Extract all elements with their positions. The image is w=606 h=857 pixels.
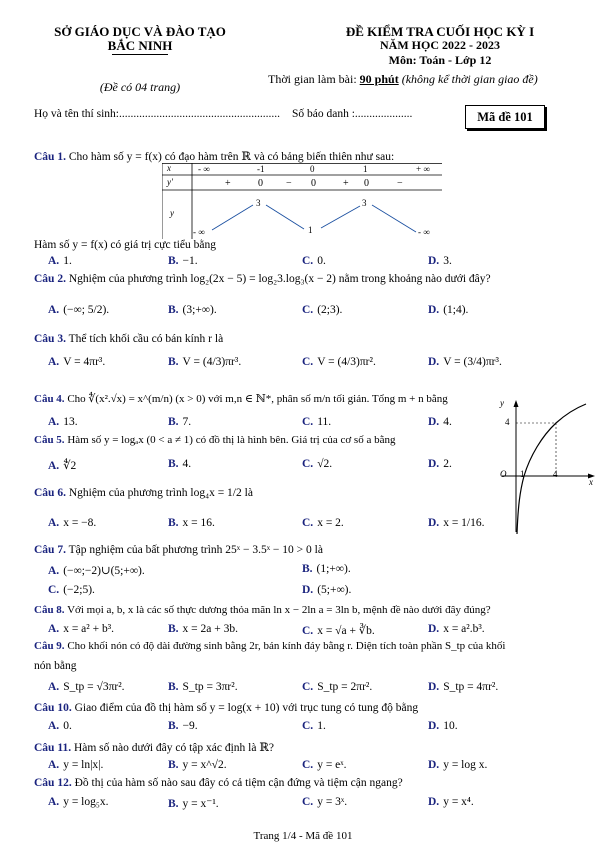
q10-option-b[interactable]: B. −9. xyxy=(168,720,198,732)
q7-option-d[interactable]: D. (5;+∞). xyxy=(302,584,352,596)
time-info xyxy=(268,72,538,87)
q9-option-a[interactable]: A. S_tp = √3πr². xyxy=(48,681,125,693)
q11-option-c[interactable]: C. y = eˣ. xyxy=(302,759,347,771)
q9-option-d[interactable]: D. S_tp = 4πr². xyxy=(428,681,499,693)
q6-option-a[interactable]: A. x = −8. xyxy=(48,517,97,529)
q9-option-c[interactable]: C. S_tp = 2πr². xyxy=(302,681,373,693)
question-5: Câu 5. Hàm số y = logₐx (0 < a ≠ 1) có đồ thị là hình bên. Giá trị của cơ số a bằng xyxy=(34,434,396,446)
q10-option-c[interactable]: C. 1. xyxy=(302,720,326,732)
graph-y-tick-4: 4 xyxy=(505,417,510,427)
q4-option-b[interactable]: B. 7. xyxy=(168,416,192,428)
q8-option-d[interactable]: D. x = a².b³. xyxy=(428,623,485,635)
q8-option-a[interactable]: A. x = a² + b³. xyxy=(48,623,115,635)
vt-x-3: 1 xyxy=(363,164,368,174)
q3-option-b[interactable]: B. V = (4/3)πr³. xyxy=(168,356,242,368)
candidate-id-line: Số báo danh :.................... xyxy=(292,108,413,120)
q8-option-b[interactable]: B. x = 2a + 3b. xyxy=(168,623,238,635)
school-year: NĂM HỌC 2022 - 2023 xyxy=(380,38,500,52)
q12-option-b[interactable]: B. y = x⁻¹. xyxy=(168,798,219,810)
vt-x-4: + ∞ xyxy=(416,164,430,174)
vt-sign-2: − xyxy=(286,178,292,189)
question-6: Câu 6. Nghiệm của phương trình log₄x = 1/2 là xyxy=(34,487,253,499)
q12-option-d[interactable]: D. y = x⁴. xyxy=(428,796,474,808)
q2-option-d[interactable]: D. (1;4). xyxy=(428,304,469,316)
graph-x-axis-label: x xyxy=(589,477,593,487)
q2-option-c[interactable]: C. (2;3). xyxy=(302,304,343,316)
province-underline xyxy=(112,54,168,55)
q2-option-a[interactable]: A. (−∞; 5/2). xyxy=(48,304,110,316)
q12-option-c[interactable]: C. y = 3ˣ. xyxy=(302,796,348,808)
vt-y-1: 3 xyxy=(256,198,261,208)
q8-option-c[interactable]: C. x = √a + ∛b. xyxy=(302,625,375,637)
question-7: Câu 7. Tập nghiệm của bất phương trình 25ˣ − 3.5ˣ − 10 > 0 là xyxy=(34,544,323,556)
vt-y-3: 3 xyxy=(362,198,367,208)
q3-option-a[interactable]: A. V = 4πr³. xyxy=(48,356,106,368)
q5-option-a[interactable]: A. ∜2 xyxy=(48,460,77,472)
q4-option-a[interactable]: A. 13. xyxy=(48,416,78,428)
vt-y-label: y xyxy=(170,208,174,218)
time-value: 90 phút xyxy=(359,72,399,86)
q5-option-c[interactable]: C. √2. xyxy=(302,458,333,470)
graph-x-tick-1: 1 xyxy=(520,469,525,479)
exam-title: ĐỀ KIỂM TRA CUỐI HỌC KỲ I xyxy=(345,24,535,39)
q6-option-d[interactable]: D. x = 1/16. xyxy=(428,517,485,529)
exam-code: Mã đề 101 xyxy=(477,110,533,124)
q10-option-a[interactable]: A. 0. xyxy=(48,720,72,732)
question-1: Câu 1. Cho hàm số y = f(x) có đạo hàm trên ℝ và có bảng biến thiên như sau: xyxy=(34,151,395,163)
vt-sign-6: − xyxy=(397,178,403,189)
pages-note: (Đề có 04 trang) xyxy=(99,80,181,94)
q10-option-d[interactable]: D. 10. xyxy=(428,720,458,732)
graph-origin-label: O xyxy=(500,469,507,479)
q9-option-b[interactable]: B. S_tp = 3πr². xyxy=(168,681,238,693)
q4-option-c[interactable]: C. 11. xyxy=(302,416,332,428)
q6-option-b[interactable]: B. x = 16. xyxy=(168,517,215,529)
time-note: (không kể thời gian giao đề) xyxy=(398,72,538,86)
vt-yp-label: y' xyxy=(167,177,173,187)
question-10: Câu 10. Giao điểm của đồ thị hàm số y = log(x + 10) với trục tung có tung độ bằng xyxy=(34,702,419,714)
q1-option-b[interactable]: B. −1. xyxy=(168,255,198,267)
department-name: SỞ GIÁO DỤC VÀ ĐÀO TẠO xyxy=(54,24,226,39)
vt-sign-5: 0 xyxy=(364,178,369,189)
q11-option-a[interactable]: A. y = ln|x|. xyxy=(48,759,104,771)
vt-x-1: -1 xyxy=(257,164,265,174)
question-9-cont: nón bằng xyxy=(34,660,77,672)
q1-option-a[interactable]: A. 1. xyxy=(48,255,72,267)
q4-option-d[interactable]: D. 4. xyxy=(428,416,452,428)
graph-y-axis-label: y xyxy=(500,398,504,408)
vt-sign-3: 0 xyxy=(311,178,316,189)
candidate-name-line: Họ và tên thí sinh:........................................................ xyxy=(34,108,280,120)
question-2: Câu 2. Nghiệm của phương trình log₂(2x − 5) = log₂3.log₃(x − 2) nằm trong khoảng nào dưới đây? xyxy=(34,273,491,285)
q5-option-b[interactable]: B. 4. xyxy=(168,458,192,470)
question-4: Câu 4. Cho ∜(x².√x) = x^(m/n) (x > 0) với m,n ∈ ℕ*, phân số m/n tối giản. Tổng m + n bằng xyxy=(34,393,448,405)
question-11: Câu 11. Hàm số nào dưới đây có tập xác định là ℝ? xyxy=(34,742,275,754)
vt-sign-0: + xyxy=(225,178,231,189)
vt-y-4: - ∞ xyxy=(418,227,430,237)
q7-option-c[interactable]: C. (−2;5). xyxy=(48,584,95,596)
vt-y-0: - ∞ xyxy=(193,227,205,237)
graph-x-tick-4: 4 xyxy=(553,469,558,479)
province-name: BẮC NINH xyxy=(107,38,173,53)
vt-y-2: 1 xyxy=(308,225,313,235)
q5-option-d[interactable]: D. 2. xyxy=(428,458,452,470)
vt-x-label: x xyxy=(167,163,171,173)
q12-option-a[interactable]: A. y = log₅x. xyxy=(48,796,109,808)
q2-option-b[interactable]: B. (3;+∞). xyxy=(168,304,217,316)
q7-option-a[interactable]: A. (−∞;−2)∪(5;+∞). xyxy=(48,565,145,577)
q11-option-b[interactable]: B. y = x^√2. xyxy=(168,759,227,771)
q3-option-c[interactable]: C. V = (4/3)πr². xyxy=(302,356,376,368)
question-12: Câu 12. Đồ thị của hàm số nào sau đây có cả tiệm cận đứng và tiệm cận ngang? xyxy=(34,777,403,789)
q6-option-c[interactable]: C. x = 2. xyxy=(302,517,344,529)
vt-x-2: 0 xyxy=(310,164,315,174)
vt-x-0: - ∞ xyxy=(198,164,210,174)
subject: Môn: Toán - Lớp 12 xyxy=(388,53,492,67)
vt-sign-4: + xyxy=(343,178,349,189)
page-footer: Trang 1/4 - Mã đề 101 xyxy=(253,830,353,842)
question-9: Câu 9. Cho khối nón có độ dài đường sinh bằng 2r, bán kính đáy bằng r. Diện tích toàn phần S_tp của khối xyxy=(34,640,506,652)
question-1-ask: Hàm số y = f(x) có giá trị cực tiểu bằng xyxy=(34,239,216,251)
vt-sign-1: 0 xyxy=(258,178,263,189)
q1-option-c[interactable]: C. 0. xyxy=(302,255,326,267)
q3-option-d[interactable]: D. V = (3/4)πr³. xyxy=(428,356,502,368)
q7-option-b[interactable]: B. (1;+∞). xyxy=(302,563,351,575)
question-3: Câu 3. Thể tích khối cầu có bán kính r là xyxy=(34,333,224,345)
time-label: Thời gian làm bài: xyxy=(268,72,360,86)
question-8: Câu 8. Với mọi a, b, x là các số thực dương thỏa mãn ln x − 2ln a = 3ln b, mệnh đề nào dưới đây đúng? xyxy=(34,604,491,616)
q1-option-d[interactable]: D. 3. xyxy=(428,255,452,267)
q11-option-d[interactable]: D. y = log x. xyxy=(428,759,488,771)
